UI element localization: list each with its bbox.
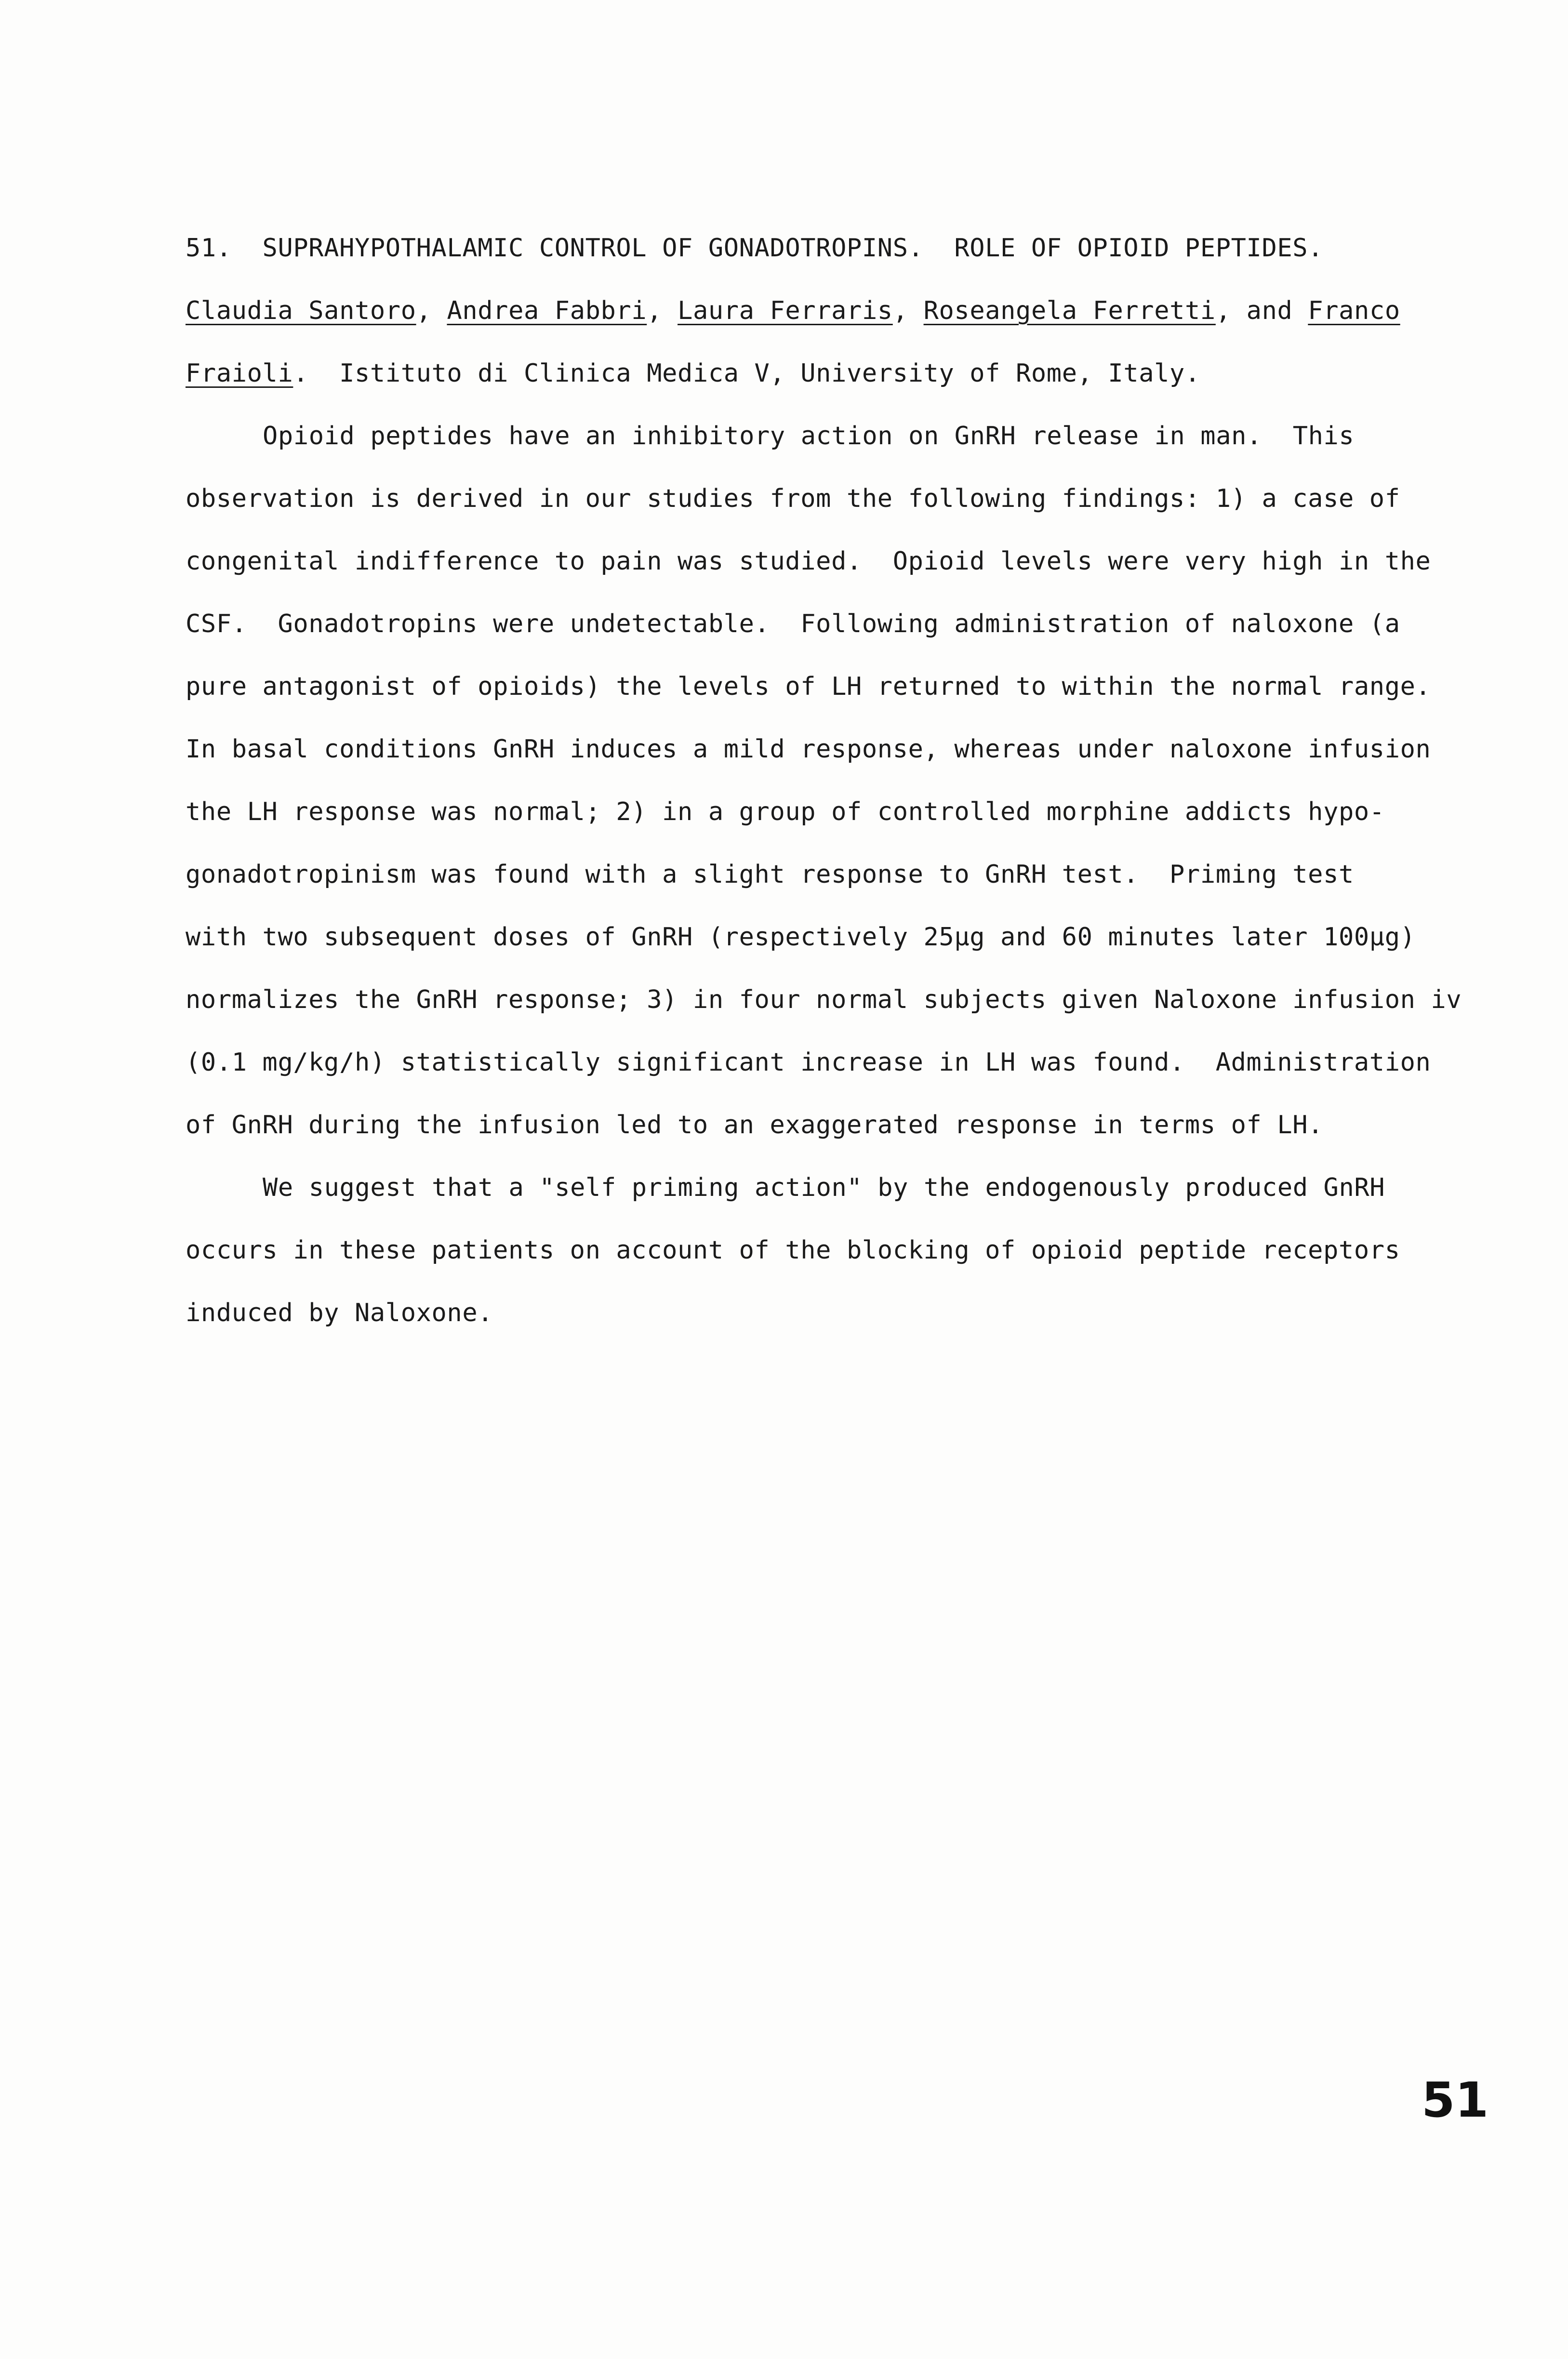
body-line: CSF. Gonadotropins were undetectable. Following administration of naloxone (a (186, 610, 1400, 638)
body-line: occurs in these patients on account of the blocking of opioid peptide receptors (186, 1236, 1400, 1265)
author-line-2 (186, 357, 1200, 390)
body-line: congenital indifference to pain was studied. Opioid levels were very high in the (186, 547, 1431, 576)
body-line: (0.1 mg/kg/h) statistically significant increase in LH was found. Administration (186, 1048, 1431, 1077)
author-name: Fraioli (186, 359, 293, 388)
body-line: Opioid peptides have an inhibitory action on GnRH release in man. This (263, 422, 1355, 451)
author-name: Laura Ferraris (678, 296, 893, 325)
author-line-1: Claudia Santoro, Andrea Fabbri, Laura Ferraris, Roseangela Ferretti, and Franco (186, 296, 1400, 325)
body-line: of GnRH during the infusion led to an exaggerated response in terms of LH. (186, 1111, 1324, 1140)
page-number: 51 (1422, 2072, 1489, 2128)
body-line: We suggest that a "self priming action" by the endogenously produced GnRH (263, 1173, 1385, 1202)
abstract-heading: 51. SUPRAHYPOTHALAMIC CONTROL OF GONADOTROPINS. ROLE OF OPIOID PEPTIDES. (186, 234, 1324, 263)
author-name: Claudia Santoro (186, 296, 416, 325)
author-name: Andrea Fabbri (447, 296, 647, 325)
body-line: induced by Naloxone. (186, 1299, 493, 1327)
author-name: Roseangela Ferretti (923, 296, 1216, 325)
body-line: with two subsequent doses of GnRH (respectively 25μg and 60 minutes later 100μg) (186, 923, 1416, 952)
body-line: the LH response was normal; 2) in a group of controlled morphine addicts hypo- (186, 797, 1385, 826)
body-line: In basal conditions GnRH induces a mild response, whereas under naloxone infusion (186, 735, 1431, 764)
author-name: Franco (1308, 296, 1400, 325)
body-line: pure antagonist of opioids) the levels of LH returned to within the normal range. (186, 672, 1431, 701)
body-line: observation is derived in our studies from the following findings: 1) a case of (186, 484, 1400, 513)
body-line: gonadotropinism was found with a slight response to GnRH test. Priming test (186, 860, 1354, 889)
body-line: normalizes the GnRH response; 3) in four normal subjects given Naloxone infusion iv (186, 985, 1462, 1014)
author-conjunction: and (1246, 296, 1293, 325)
affiliation: . Istituto di Clinica Medica V, University of Rome, Italy. (293, 359, 1200, 388)
